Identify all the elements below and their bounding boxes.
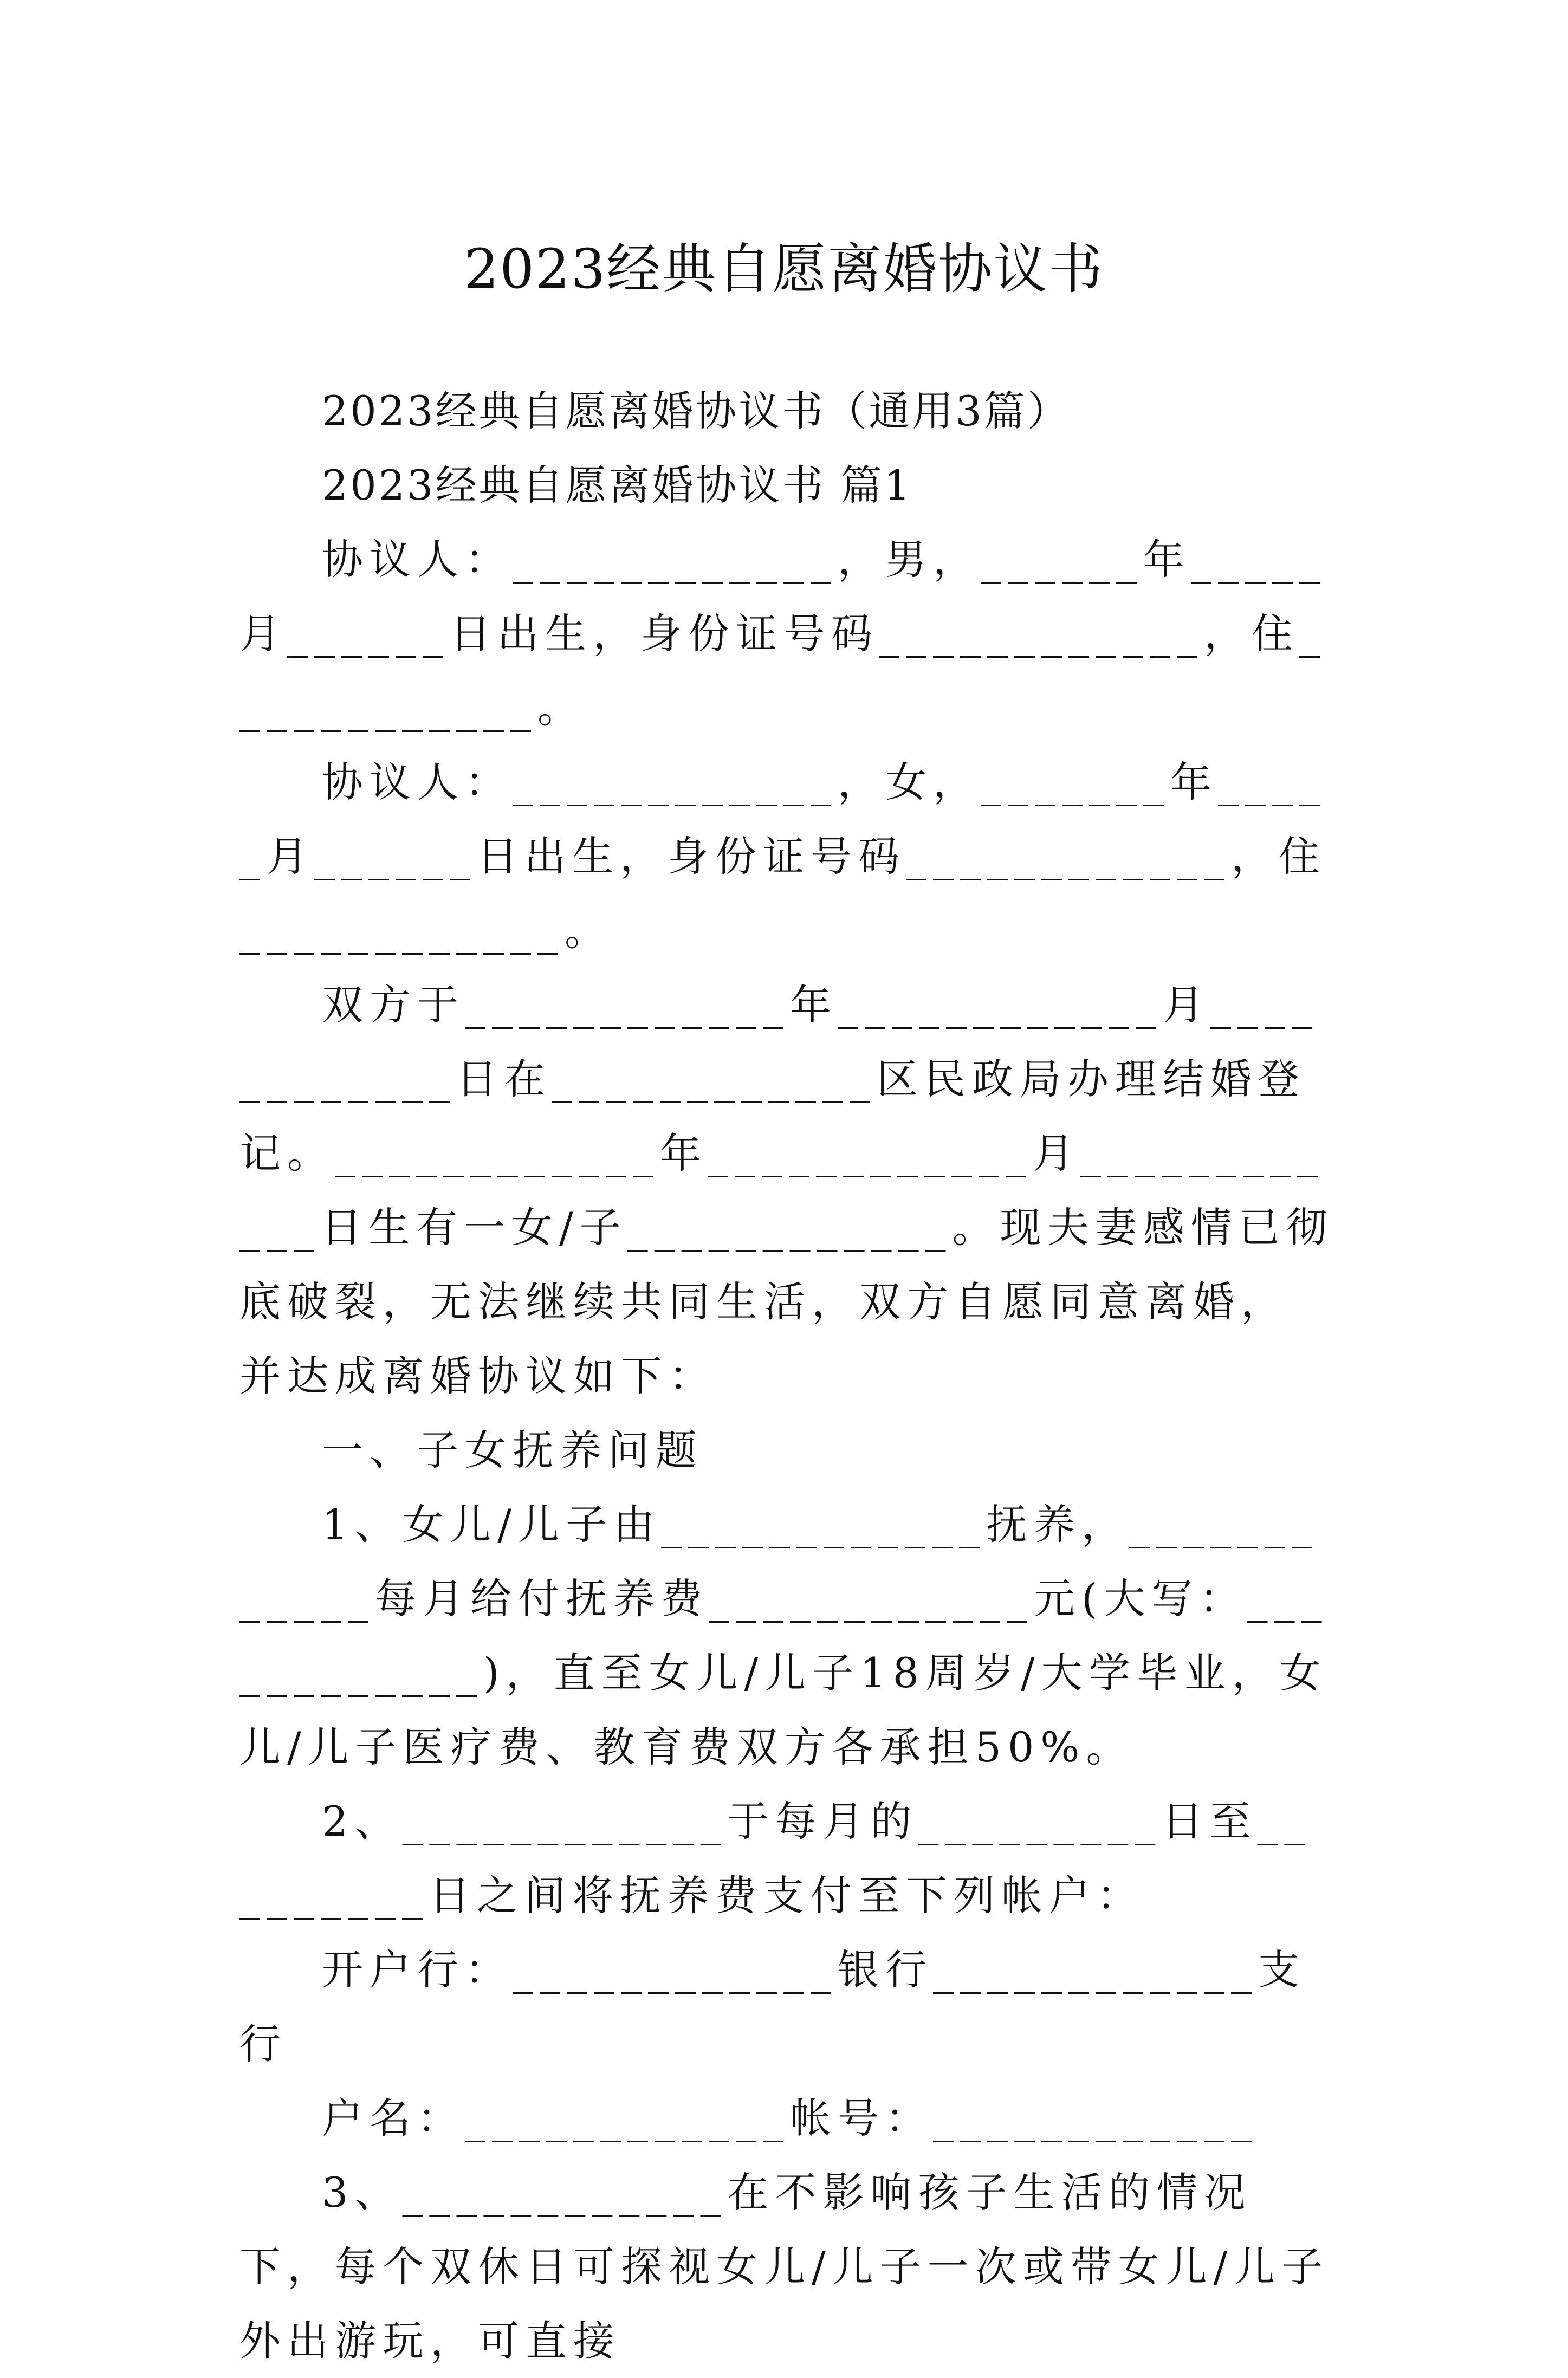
clause-1-paragraph: 1、女儿/儿子由____________抚养，____________每月给付抚养费____________元(大写：____________)，直至女儿/儿子18周岁/大学毕业，女儿/儿子医疗费、教育费双方各承担50%。: [239, 1500, 1329, 1771]
clause-3-paragraph: 3、____________在不影响孩子生活的情况下，每个双休日可探视女儿/儿子一次或带女儿/儿子外出游玩，可直接: [239, 2168, 1330, 2365]
account-line: 户名：____________帐号：____________: [322, 2094, 1258, 2142]
marriage-info-paragraph: 双方于____________年____________月____________日在____________区民政局办理结婚登记。____________年____________月____________日生有一女/子____________。现夫妻感情已彻底破裂，无法继续共同生活，双方自愿同意离婚，并达成离婚协议如下：: [239, 981, 1334, 1400]
party-female-paragraph: 协议人：____________，女，_______年_____月______日出生，身份证号码____________，住____________。: [239, 758, 1326, 955]
child-custody-heading: 一、子女抚养问题: [322, 1426, 703, 1474]
document-title: 2023经典自愿离婚协议书: [464, 237, 1104, 301]
subtitle-line: 2023经典自愿离婚协议书（通用3篇）: [322, 387, 1071, 435]
document-body: [239, 374, 1334, 2378]
bank-line: 开户行：____________银行____________支行: [239, 1946, 1306, 2068]
party-male-paragraph: 协议人：____________，男，______年_____月______日出生，身份证号码____________，住____________。: [239, 535, 1326, 732]
clause-2-paragraph: 2、____________于每月的_________日至_________日之间将抚养费支付至下列帐户：: [239, 1797, 1312, 1920]
section-heading: 2023经典自愿离婚协议书 篇1: [322, 461, 912, 509]
